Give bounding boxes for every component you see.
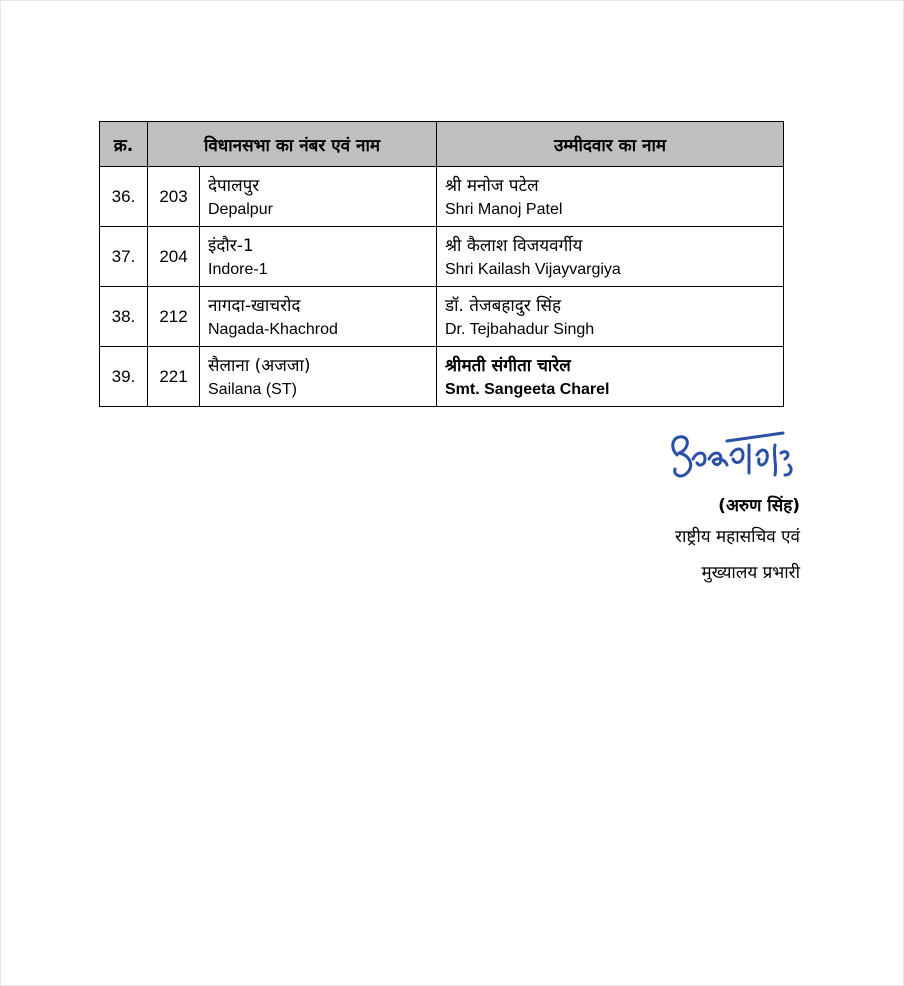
candidate-cell xyxy=(437,227,784,287)
constituency-cell xyxy=(200,227,437,287)
constituency-cell xyxy=(200,347,437,407)
candidate-cell xyxy=(437,167,784,227)
serial-number: 38. xyxy=(100,287,148,347)
constituency-number: 212 xyxy=(148,287,200,347)
candidate-cell xyxy=(437,347,784,407)
header-constituency: विधानसभा का नंबर एवं नाम xyxy=(148,122,437,167)
serial-number: 39. xyxy=(100,347,148,407)
signatory-name: (अरुण सिंह) xyxy=(718,496,800,516)
candidate-name-hindi: श्रीमती संगीता चारेल xyxy=(445,355,571,376)
signatory-title-line1: राष्ट्रीय महासचिव एवं xyxy=(675,527,800,547)
constituency-name-hindi: सैलाना (अजजा) xyxy=(208,355,311,376)
constituency-name-english: Indore-1 xyxy=(208,260,268,278)
signatory-title-line2: मुख्यालय प्रभारी xyxy=(701,563,800,583)
constituency-name-english: Depalpur xyxy=(208,200,273,218)
constituency-number: 203 xyxy=(148,167,200,227)
table-header-row xyxy=(100,122,784,167)
candidate-name-english: Shri Kailash Vijayvargiya xyxy=(445,260,621,278)
constituency-name-hindi: देपालपुर xyxy=(208,175,260,196)
table-row xyxy=(100,287,784,347)
constituency-cell xyxy=(200,287,437,347)
constituency-name-hindi: इंदौर-1 xyxy=(208,235,254,256)
constituency-number: 204 xyxy=(148,227,200,287)
candidate-name-hindi: श्री मनोज पटेल xyxy=(445,175,539,196)
handwritten-signature xyxy=(665,425,800,487)
table-row xyxy=(100,167,784,227)
header-serial: क्र. xyxy=(100,122,148,167)
candidate-table xyxy=(99,121,784,407)
constituency-name-english: Nagada-Khachrod xyxy=(208,320,338,338)
candidate-name-english: Shri Manoj Patel xyxy=(445,200,563,218)
constituency-number: 221 xyxy=(148,347,200,407)
candidate-cell xyxy=(437,287,784,347)
candidate-name-hindi: श्री कैलाश विजयवर्गीय xyxy=(445,235,583,256)
table-row xyxy=(100,347,784,407)
table-row xyxy=(100,227,784,287)
constituency-name-english: Sailana (ST) xyxy=(208,380,297,398)
serial-number: 37. xyxy=(100,227,148,287)
constituency-name-hindi: नागदा-खाचरोद xyxy=(208,295,301,316)
candidate-name-hindi: डॉ. तेजबहादुर सिंह xyxy=(445,295,562,316)
candidate-name-english: Dr. Tejbahadur Singh xyxy=(445,320,595,338)
constituency-cell xyxy=(200,167,437,227)
candidate-name-english: Smt. Sangeeta Charel xyxy=(445,380,610,398)
header-candidate: उम्मीदवार का नाम xyxy=(437,122,784,167)
serial-number: 36. xyxy=(100,167,148,227)
